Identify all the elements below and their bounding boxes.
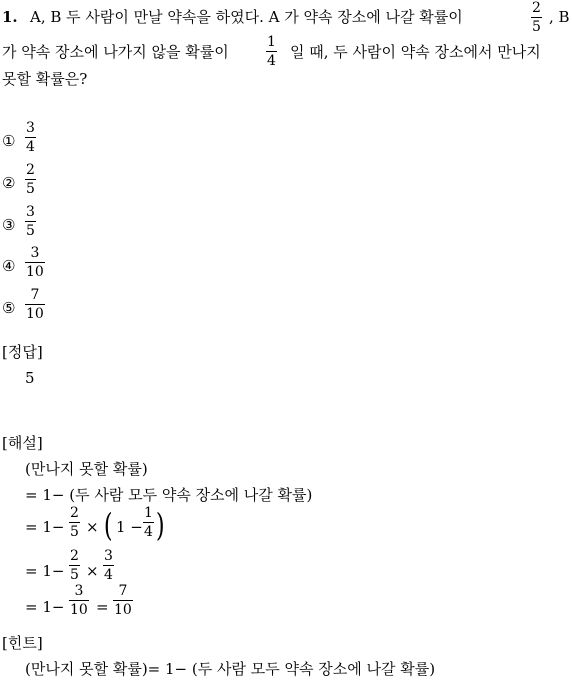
fraction-probability-b [266, 35, 277, 68]
fraction-numerator: 2 [70, 548, 79, 564]
question-text-line2-end: 일 때, 두 사람이 약속 장소에서 만나지 [290, 43, 541, 61]
fraction-bar [266, 51, 277, 52]
solution-line5-prefix: = 1− [25, 598, 65, 616]
fraction-numerator: 3 [104, 548, 113, 564]
solution-line3-fraction-1 [69, 506, 80, 539]
hint-text: (만나지 못할 확률)= 1− (두 사람 모두 약속 장소에 나갈 확률) [25, 660, 436, 678]
fraction-bar [531, 17, 542, 18]
solution-line3-times: × [86, 518, 99, 536]
choice-fraction [25, 288, 45, 321]
fraction-probability-a [531, 1, 542, 34]
fraction-numerator: 3 [26, 120, 35, 136]
fraction-denominator: 10 [70, 602, 88, 618]
fraction-bar [69, 522, 80, 523]
fraction-bar [25, 304, 45, 305]
question-text-line1: A, B 두 사람이 만날 약속을 하였다. A 가 약속 장소에 나갈 확률이 [30, 8, 463, 26]
fraction-denominator: 5 [70, 524, 79, 540]
fraction-numerator: 2 [532, 0, 541, 16]
fraction-numerator: 3 [74, 583, 84, 599]
solution-line2: = 1− (두 사람 모두 약속 장소에 나갈 확률) [25, 486, 313, 504]
solution-label: [해설] [2, 434, 43, 452]
fraction-denominator: 5 [70, 567, 79, 583]
fraction-denominator: 10 [26, 264, 44, 280]
fraction-bar [25, 179, 36, 180]
choice-marker: ④ [2, 257, 16, 275]
choice-fraction [25, 246, 45, 279]
fraction-numerator: 1 [144, 505, 153, 521]
fraction-denominator: 4 [104, 567, 113, 583]
choice-marker: ② [2, 174, 16, 192]
fraction-bar [25, 137, 36, 138]
solution-line1: (만나지 못할 확률) [25, 460, 148, 478]
fraction-bar [25, 221, 36, 222]
fraction-bar [69, 600, 89, 601]
fraction-bar [103, 565, 114, 566]
choice-marker: ① [2, 132, 16, 150]
solution-line3-inner: 1 − [116, 518, 143, 536]
fraction-bar [113, 600, 133, 601]
fraction-denominator: 5 [26, 223, 35, 239]
fraction-numerator: 2 [70, 505, 79, 521]
fraction-numerator: 1 [267, 34, 276, 50]
fraction-bar [69, 565, 80, 566]
fraction-denominator: 10 [26, 306, 44, 322]
fraction-numerator: 3 [26, 204, 35, 220]
fraction-bar [143, 522, 154, 523]
solution-line4-prefix: = 1− [25, 562, 65, 580]
solution-line5-fraction-1 [69, 584, 89, 617]
answer-label: [정답] [2, 343, 43, 361]
fraction-denominator: 10 [114, 602, 132, 618]
question-text-line2: 가 약속 장소에 나가지 않을 확률이 [2, 43, 229, 61]
choice-marker: ③ [2, 216, 16, 234]
solution-line4-fraction-2 [103, 549, 114, 582]
hint-label: [힌트] [2, 634, 43, 652]
question-text-line3: 못할 확률은? [2, 70, 88, 88]
solution-line5-fraction-2 [113, 584, 133, 617]
solution-line4-fraction-1 [69, 549, 80, 582]
choice-fraction [25, 121, 36, 154]
fraction-numerator: 7 [118, 583, 128, 599]
choice-fraction [25, 163, 36, 196]
solution-line4-times: × [86, 562, 99, 580]
solution-line3-prefix: = 1− [25, 518, 65, 536]
solution-line5-equals: = [96, 598, 109, 616]
fraction-numerator: 3 [30, 245, 40, 261]
question-text-line1-end: , B [549, 8, 570, 26]
left-paren: ( [103, 506, 113, 544]
solution-line3-fraction-2 [143, 506, 154, 539]
fraction-denominator: 4 [267, 53, 276, 69]
choice-fraction [25, 205, 36, 238]
question-number: 1. [2, 8, 18, 26]
answer-value: 5 [25, 369, 35, 387]
fraction-denominator: 5 [532, 19, 541, 35]
fraction-denominator: 4 [26, 139, 35, 155]
fraction-denominator: 5 [26, 181, 35, 197]
fraction-denominator: 4 [144, 524, 153, 540]
fraction-bar [25, 262, 45, 263]
choice-marker: ⑤ [2, 299, 16, 317]
fraction-numerator: 2 [26, 162, 35, 178]
fraction-numerator: 7 [30, 287, 40, 303]
right-paren: ) [155, 506, 165, 544]
